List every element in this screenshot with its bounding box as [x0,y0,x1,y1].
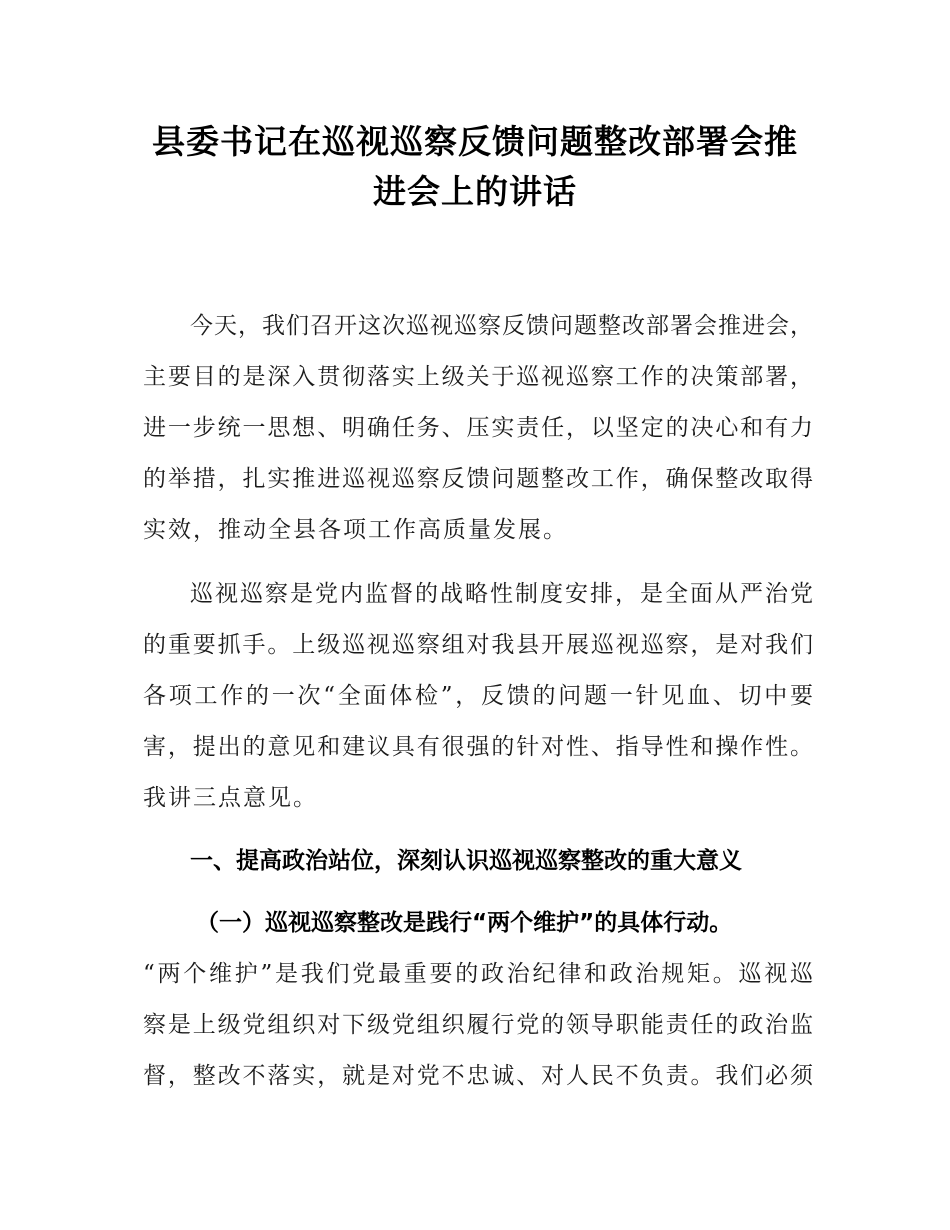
paragraph-1-line-2: 主要目的是深入贯彻落实上级关于巡视巡察工作的决策部署， [143,364,813,390]
section-1-heading: 一、提高政治站位，深刻认识巡视巡察整改的重大意义 [190,848,742,874]
paragraph-1-line-1: 今天，我们召开这次巡视巡察反馈问题整改部署会推进会， [190,313,813,339]
paragraph-2-line-1: 巡视巡察是党内监督的战略性制度安排，是全面从严治党 [190,581,813,607]
paragraph-3-line-2: 察是上级党组织对下级党组织履行党的领导职能责任的政治监 [143,1012,813,1038]
paragraph-2-line-3: 各项工作的一次“全面体检”，反馈的问题一针见血、切中要 [143,683,813,709]
paragraph-3-line-1: “两个维护”是我们党最重要的政治纪律和政治规矩。巡视巡 [143,961,813,987]
paragraph-1-line-5: 实效，推动全县各项工作高质量发展。 [143,517,568,543]
paragraph-2-line-2: 的重要抓手。上级巡视巡察组对我县开展巡视巡察，是对我们 [143,632,813,658]
paragraph-2-line-5: 我讲三点意见。 [143,785,318,811]
paragraph-1-line-3: 进一步统一思想、明确任务、压实责任，以坚定的决心和有力 [143,415,813,441]
document-title-line-1: 县委书记在巡视巡察反馈问题整改部署会推 [152,122,798,161]
subsection-1-heading: （一）巡视巡察整改是践行“两个维护”的具体行动。 [196,910,733,936]
document-title-line-2: 进会上的讲话 [373,172,577,211]
paragraph-2-line-4: 害，提出的意见和建议具有很强的针对性、指导性和操作性。 [143,734,813,760]
paragraph-3-line-3: 督，整改不落实，就是对党不忠诚、对人民不负责。我们必须 [143,1063,813,1089]
paragraph-1-line-4: 的举措，扎实推进巡视巡察反馈问题整改工作，确保整改取得 [143,466,813,492]
